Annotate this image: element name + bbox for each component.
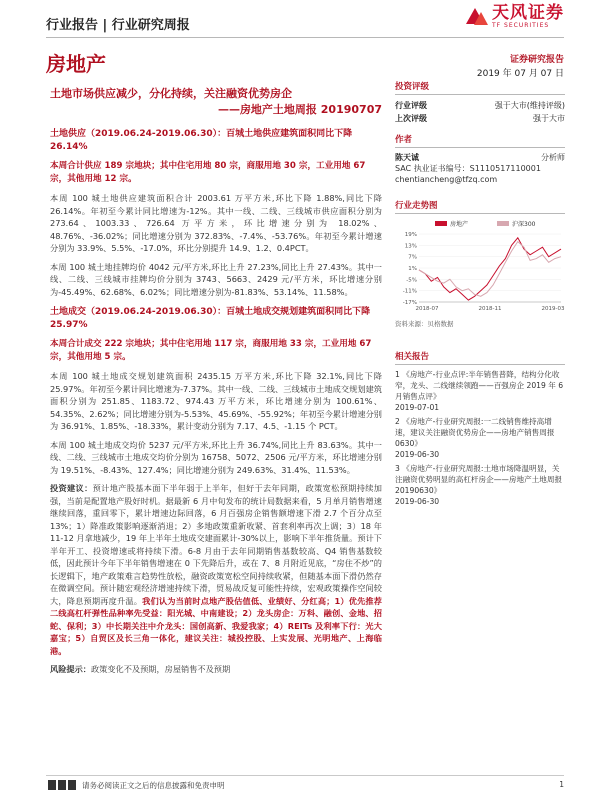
analyst-title: 作者 [395,133,565,148]
analyst-name: 陈天诚 [395,153,419,162]
deal-summary: 本周合计成交 222 宗地块；其中住宅用地 117 宗，商服用地 33 宗，工业用地 67 宗，其他用地 5 宗。 [50,339,372,362]
deal-heading: 土地成交（2019.06.24-2019.06.30）：百城土地成交规划建筑面积同比下降 25.97% [50,307,371,330]
related-report[interactable]: 2 《房地产-行业研究周报:一二线销售维持高增速，建议关注融资优势房企——房地产销售周报 0630》 [395,417,555,448]
supply-paragraph-area: 本周 100 城土地供应建筑面积合计 2003.61 万平方米,环比下降 1.88%,同比下降 26.14%。年初至今累计同比增速为-12%。其中一线、二线、三线城市供应面积分别为 273.64、1003.33、726.64 万平方米，环比增速分别为 18.02%、48.76%、-36.02%；同比增速分别为 372.83%、-7.4%、-53.76%。年初至今累计增速分别为 33.9%、5.5%、-17.0%，环比分别提升 14.9、1.2、0.4PCT。 [50,193,382,253]
x-tick-label: 2018-11 [478,306,502,312]
disclaimer: 请务必阅读正文之后的信息披露和免责申明 [82,781,225,790]
advice-label: 投资建议： [50,483,93,493]
y-tick-label: -5% [406,277,417,284]
related-report[interactable]: 1 《房地产-行业点评:半年销售普降，结构分化收窄，龙头、二线继续领跑——百强房企 2019 年 6 月销售点评》 [395,370,564,401]
sidebar [395,80,565,507]
industry-chart-svg [395,218,565,316]
logo-en: TF SECURITIES [492,22,550,29]
y-tick-label: -11% [402,288,417,295]
report-title: 土地市场供应减少，分化持续，关注融资优势房企 [50,87,292,100]
related-title: 相关报告 [395,350,565,365]
y-tick-label: 19% [404,232,417,238]
industry-rating-label: 行业评级 [395,101,427,110]
risk-text: 政策变化不及预期，房屋销售不及预期 [90,664,231,674]
supply-summary: 本周合计供应 189 宗地块；其中住宅用地 80 宗，商服用地 30 宗，工业用地 67 宗，其他用地 12 宗。 [50,161,366,184]
y-tick-label: -17% [402,300,417,306]
report-date: 2019 年 07 月 07 日 [476,69,564,79]
related-report-date: 2019-06-30 [395,450,440,459]
page-number: 1 [559,780,564,789]
deal-paragraph-area: 本周 100 城土地成交规划建筑面积 2435.15 万平方米,环比下降 32.1%,同比下降 25.97%。年初至今累计同比增速为-7.37%。其中一线、二线、三线城市土地成交规划建筑面积分别为 251.85、1183.72、974.43 万平方米，环比增速分别为 100.61%、54.35%、2.62%；同比增速分别为-5.53%、45.69%、-55.92%；年初至今累计增速分别为 36.91%、1.85%、-18.33%，累计变动分别为 7.17、4.5、-1.15 个 PCT。 [50,371,382,431]
advice-recommendation: 我们认为当前时点地产股估值低、业绩好、分红高；1）优先推荐二线高杠杆弹性品种率先受益：阳光城、中南建设；2）龙头房企：万科、融创、金地、招蛇、保利；3）中长期关注中介龙头：国创高新、我爱我家；4）REITs 及利率下行：光大嘉宝；5）自贸区及长三角一体化，建议关注：城投控股、上实发展、光明地产、上海临港。 [50,595,382,656]
related-report-date: 2019-07-01 [395,403,440,412]
prev-rating [395,112,565,125]
supply-heading: 土地供应（2019.06.24-2019.06.30）：百城土地供应建筑面积同比下降 26.14% [50,129,353,152]
legend-swatch [435,221,447,226]
analyst-sac: SAC 执业证书编号：S1110517110001 [395,164,541,173]
y-tick-label: 7% [408,254,417,261]
y-tick-label: 1% [408,266,417,272]
risk-label: 风险提示： [50,664,91,674]
qr-code-icon [48,780,76,790]
analyst-email[interactable]: chentiancheng@tfzq.com [395,175,498,184]
main-content [50,86,382,676]
prev-rating-value: 强于大市 [533,114,565,123]
x-tick-label: 2018-07 [415,306,439,312]
risk-warning [50,663,382,676]
brand-logo [466,4,564,29]
sector-title: 房地产 [46,52,106,76]
analyst-role: 分析师 [541,153,565,162]
legend-label: 沪深300 [512,221,536,228]
header-divider [46,37,564,38]
report-type: 证券研究报告 [509,55,564,65]
industry-rating-value: 强于大市(维持评级) [494,101,565,110]
legend-swatch [497,221,509,226]
analyst-card [395,152,565,185]
industry-chart [395,218,565,316]
related-list [395,369,565,507]
report-subtitle: ——房地产土地周报 20190707 [217,103,382,116]
advice-text: 预计地产股基本面下半年弱于上半年，但好于去年同期，政策宽松预期持续加强，当前是配置地产股好时机。据最新 6 月中旬发布的统计局数据来看，5 月单月销售增速继续回落，重回零下，累计增速边际回落，6 月百强房企销售额增速下滑 2.7 个百分点至 13%；1）降准政策影响逐渐消退；2）多地政策重新收紧、首套利率再次上调；3）18 年 11-12 月拿地减少，19 年上半年土地成交建面累计-30%以上，影响下半年推货量。预计下半年开工、投资增速或将持续下滑。6-8 月由于去年同期销售基数较高、Q4 销售基数较低，因此预计今年下半年销售增速在 0 下先降后升，或在 7、8 月附近见底，“房住不炒”的长逻辑下，地产政策难言趋势性放松，融资政策宽松空间持续收紧，但随基本面下滑仍然存在微调空间。预计随宏观经济增速持续下滑，贸易战反复可能性持续，宏观政策操作空间较大，降息预期再度升温。 [50,483,382,606]
y-tick-label: 13% [404,243,417,250]
industry-rating [395,99,565,112]
series-line [419,242,561,297]
footer-divider [46,775,564,776]
related-report-date: 2019-06-30 [395,497,440,506]
logo-mark-icon [466,6,488,28]
breadcrumb: 行业报告 | 行业研究周报 [46,18,190,33]
legend-label: 房地产 [450,221,469,228]
deal-paragraph-price: 本周 100 城土地成交均价 5237 元/平方米,环比上升 36.74%,同比上升 83.63%。其中一线、二线、三线城市土地成交均价分别为 16758、5072、2506 元/平方米，环比增速分别为 19.51%、-8.43%、127.4%；同比增速分别为 249.63%、31.4%、11.53%。 [50,439,382,475]
x-tick-label: 2019-03 [541,306,565,312]
chart-source: 资料来源：贝格数据 [395,320,454,328]
supply-paragraph-price: 本周 100 城土地挂牌均价 4042 元/平方米,环比上升 27.23%,同比上升 27.43%。其中一线、二线、三线城市挂牌均价分别为 3743、5663、2429 元/平方米，环比增速分别为-45.49%、62.68%、6.02%；同比增速分别为-81.83%、53.14%、11.58%。 [50,261,382,297]
chart-title: 行业走势图 [395,199,565,214]
logo-cn: 天风证券 [492,3,564,23]
prev-rating-label: 上次评级 [395,114,427,123]
investment-advice [50,482,382,657]
related-report[interactable]: 3 《房地产-行业研究周报:土地市场降温明显，关注融资优势明显的高杠杆房企——房地产土地周报 20190630》 [395,464,563,495]
rating-title: 投资评级 [395,80,565,95]
